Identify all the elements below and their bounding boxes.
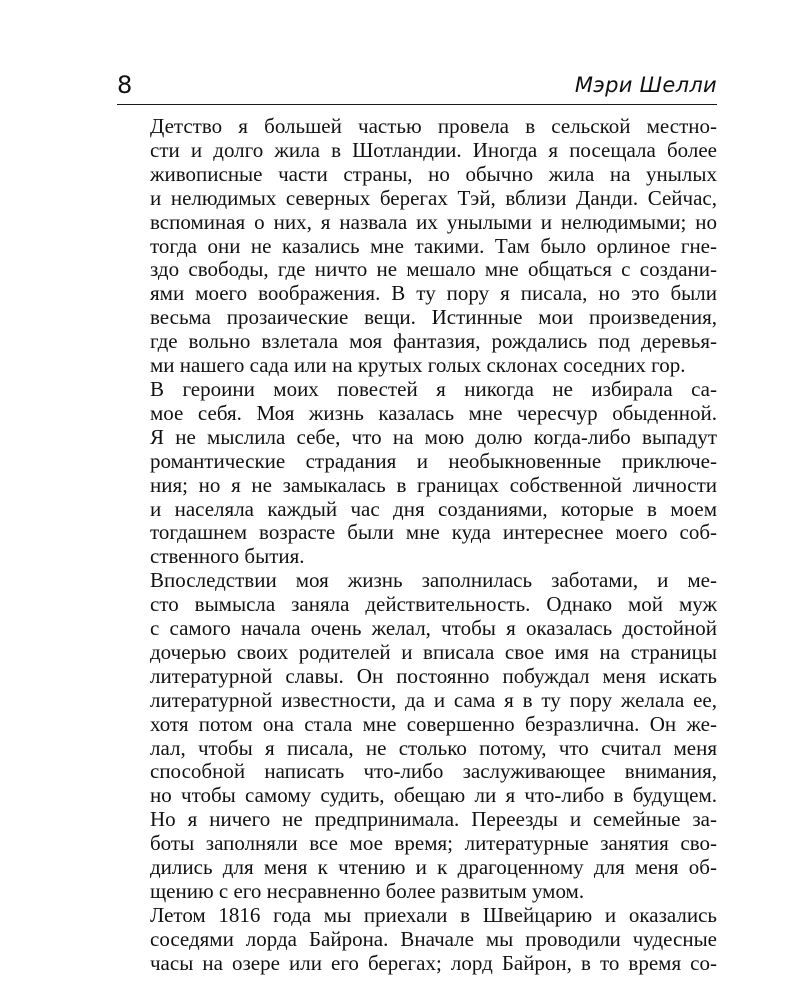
text-line: и нелюдимых северных берегах Тэй, вблизи Данди. Сейчас,: [150, 185, 717, 210]
text-line: ями моего воображения. В ту пору я писала, но это были: [150, 281, 717, 306]
text-line: где вольно взлетала моя фантазия, рождались под деревья-: [150, 329, 717, 354]
text-line: ми нашего сада или на крутых голых склонах соседних гор.: [150, 353, 686, 378]
text-line: Летом 1816 года мы приехали в Швейцарию и оказались: [150, 902, 717, 927]
text-line: тогда они не казались мне такими. Там было орлиное гне-: [150, 233, 717, 258]
text-line: ственного бытия.: [150, 544, 305, 569]
text-line: способной написать что-либо заслуживающее внимания,: [150, 759, 717, 784]
text-line: часы на озере или его берегах; лорд Байрон, в то время со-: [150, 950, 717, 975]
text-line: хотя потом она стала мне совершенно безразлична. Он же-: [150, 711, 717, 736]
text-line: но чтобы самому судить, обещаю ли я что-либо в будущем.: [150, 783, 717, 808]
text-line: живописные части страны, но обычно жила на унылых: [150, 161, 717, 186]
text-line: В героини моих повестей я никогда не избирала са-: [150, 376, 717, 401]
text-line: здо свободы, где ничто не мешало мне общаться с создани-: [150, 257, 717, 282]
text-line: дились для меня к чтению и к драгоценному для меня об-: [150, 855, 717, 880]
running-header: [117, 70, 717, 105]
page-number: 8: [117, 71, 133, 99]
text-line: вспоминая о них, я назвала их унылыми и нелюдимыми; но: [150, 209, 717, 234]
text-line: тогдашнем возрасте были мне куда интереснее моего соб-: [150, 520, 717, 545]
text-line: ния; но я не замыкалась в границах собственной личности: [150, 472, 717, 497]
text-line: лал, чтобы я писала, не столько потому, что считал меня: [150, 735, 717, 760]
paragraph: [117, 378, 717, 569]
text-line: романтические страдания и необыкновенные приключе-: [150, 448, 717, 473]
text-line: Детство я большей частью провела в сельской местно-: [150, 114, 717, 138]
paragraph: [117, 569, 717, 904]
text-line: соседями лорда Байрона. Вначале мы проводили чудесные: [150, 926, 717, 951]
text-line: Впоследствии моя жизнь заполнилась заботами, и ме-: [150, 568, 717, 593]
text-line: мое себя. Моя жизнь казалась мне чересчур обыденной.: [150, 400, 717, 425]
text-line: весьма прозаические вещи. Истинные мои произведения,: [150, 305, 717, 330]
text-line: литературной известности, да и сама я в ту пору желала ее,: [150, 687, 717, 712]
text-line: Но я ничего не предпринимала. Переезды и семейные за-: [150, 807, 717, 832]
text-line: Я не мыслила себе, что на мою долю когда-либо выпадут: [150, 424, 717, 449]
text-line: сти и долго жила в Шотландии. Иногда я посещала более: [150, 137, 717, 162]
text-line: дочерью своих родителей и вписала свое имя на страницы: [150, 639, 717, 664]
text-line: сто вымысла заняла действительность. Однако мой муж: [150, 592, 717, 617]
body-text: [117, 115, 717, 976]
text-line: щению с его несравненно более развитым умом.: [150, 879, 585, 903]
text-line: с самого начала очень желал, чтобы я оказалась достойной: [150, 616, 717, 641]
text-line: и населяла каждый час дня созданиями, которые в моем: [150, 496, 717, 521]
text-line: литературной славы. Он постоянно побуждал меня искать: [150, 663, 717, 688]
paragraph: [117, 115, 717, 378]
text-line: боты заполняли все мое время; литературные занятия сво-: [150, 831, 717, 856]
running-title: Мэри Шелли: [574, 73, 717, 97]
paragraph: [117, 904, 717, 976]
